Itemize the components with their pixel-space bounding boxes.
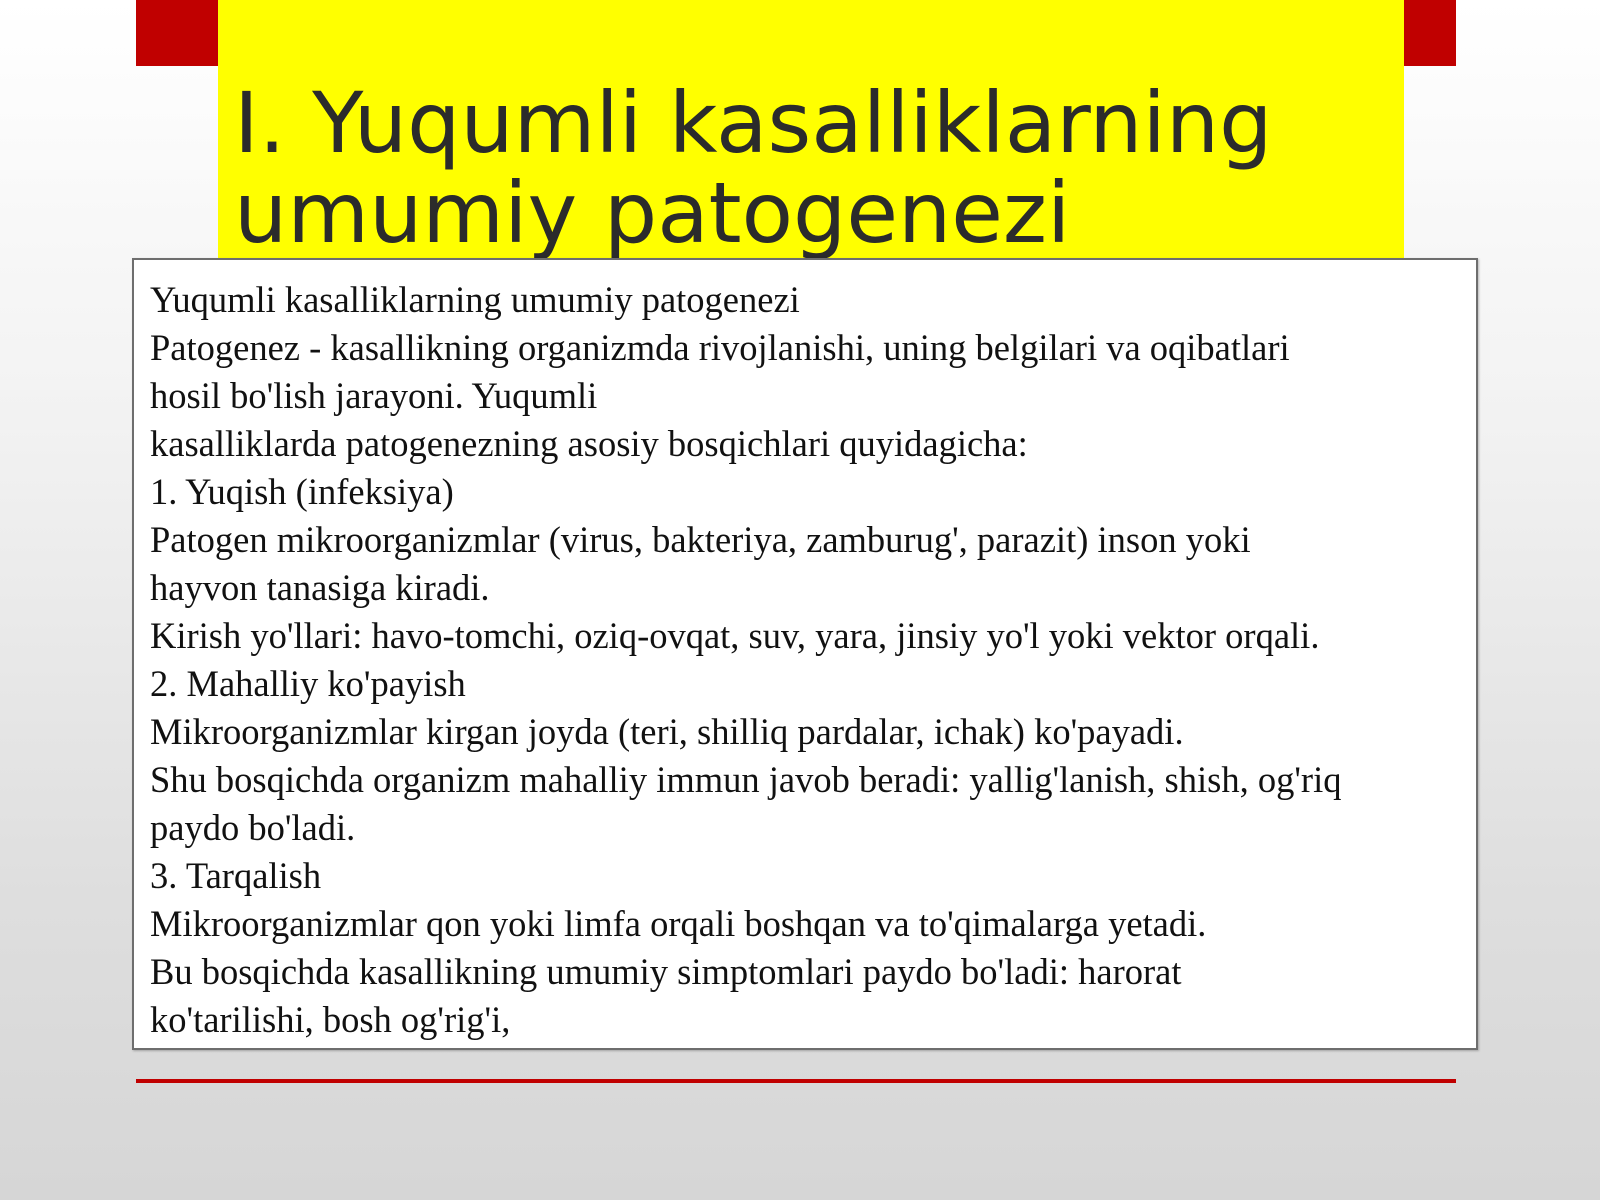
body-line: ko'tarilishi, bosh og'rig'i, <box>150 999 511 1040</box>
content-text-box <box>132 258 1478 1050</box>
slide-title: I. Yuqumli kasalliklarning umumiy patogenezi <box>234 74 1273 258</box>
body-line: 3. Tarqalish <box>150 855 322 896</box>
body-line: Patogen mikroorganizmlar (virus, bakteriya, zamburug', parazit) inson yoki <box>150 519 1251 560</box>
body-line: Shu bosqichda organizm mahalliy immun javob beradi: yallig'lanish, shish, og'riq <box>150 759 1342 800</box>
body-line: Mikroorganizmlar kirgan joyda (teri, shilliq pardalar, ichak) ko'payadi. <box>150 711 1184 752</box>
body-line: hayvon tanasiga kiradi. <box>150 567 490 608</box>
body-line: kasalliklarda patogenezning asosiy bosqichlari quyidagicha: <box>150 423 1028 464</box>
body-line: hosil bo'lish jarayoni. Yuqumli <box>150 375 598 416</box>
body-line: paydo bo'ladi. <box>150 807 356 848</box>
body-line: 2. Mahalliy ko'payish <box>150 663 466 704</box>
body-line: Kirish yo'llari: havo-tomchi, oziq-ovqat, suv, yara, jinsiy yo'l yoki vektor orqali. <box>150 615 1320 656</box>
body-line: Yuqumli kasalliklarning umumiy patogenezi <box>150 279 800 320</box>
body-line: Bu bosqichda kasallikning umumiy simptomlari paydo bo'ladi: harorat <box>150 951 1182 992</box>
body-line: Patogenez - kasallikning organizmda rivojlanishi, uning belgilari va oqibatlari <box>150 327 1290 368</box>
body-line: Mikroorganizmlar qon yoki limfa orqali boshqan va to'qimalarga yetadi. <box>150 903 1207 944</box>
bottom-accent-line <box>136 1079 1456 1083</box>
body-line: 1. Yuqish (infeksiya) <box>150 471 454 512</box>
title-banner <box>218 0 1404 258</box>
